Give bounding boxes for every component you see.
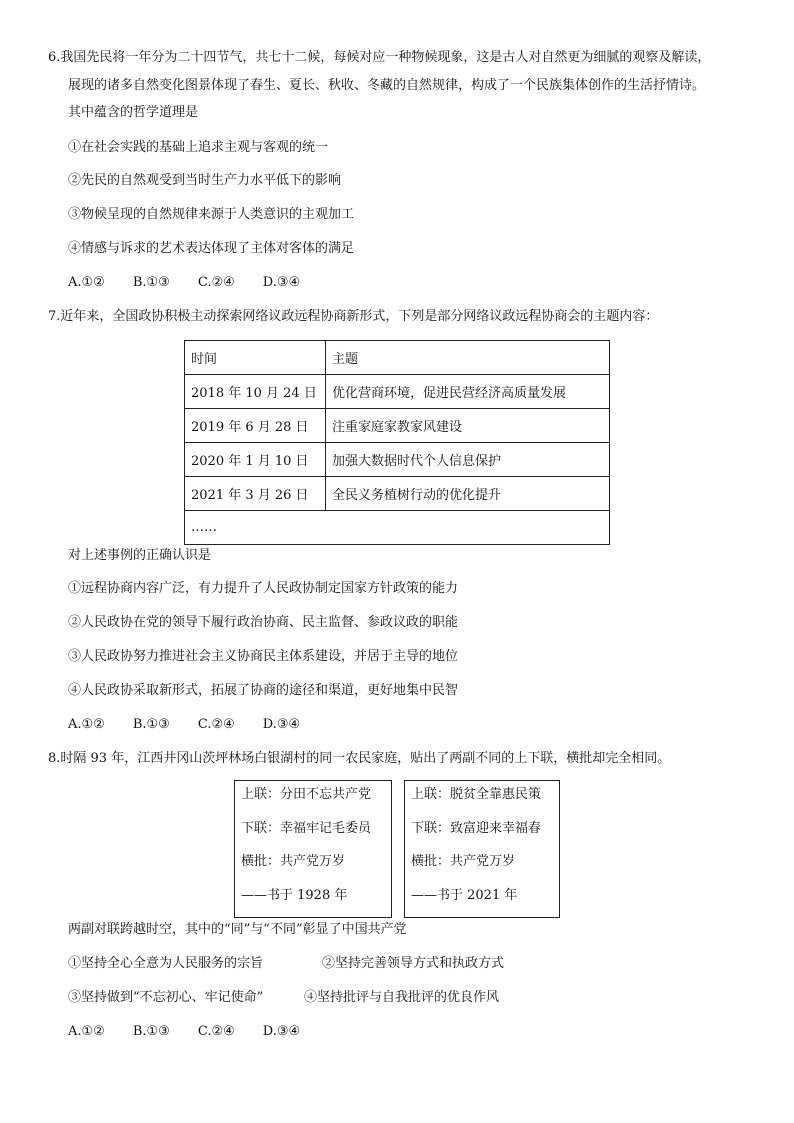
q8-item-1: ①坚持全心全意为人民服务的宗旨 bbox=[68, 956, 264, 971]
q8-choice-d[interactable]: D.③④ bbox=[262, 1024, 301, 1039]
couplet-2021-horizontal: 横批：共产党万岁 bbox=[411, 854, 516, 869]
q6-choice-a[interactable]: A.①② bbox=[68, 275, 105, 290]
couplet-1928-date: ——书于 1928 年 bbox=[241, 888, 348, 903]
q8-choice-c[interactable]: C.②④ bbox=[197, 1024, 235, 1039]
q8-stem: 8.时隔 93 年，江西井冈山茨坪林场白银湖村的同一农民家庭，贴出了两副不同的上下联，横批却完全相同。 bbox=[48, 751, 671, 766]
table-cell-topic: 全民义务植树行动的优化提升 bbox=[326, 477, 610, 511]
q7-prompt: 对上述事例的正确认识是 bbox=[68, 548, 212, 563]
couplet-1928 bbox=[234, 780, 392, 918]
q6-choice-d[interactable]: D.③④ bbox=[262, 275, 301, 290]
q7-choice-c[interactable]: C.②④ bbox=[197, 717, 235, 732]
table-cell-topic: 注重家庭家教家风建设 bbox=[326, 409, 610, 443]
couplet-2021-upper: 上联：脱贫全靠惠民策 bbox=[411, 787, 542, 802]
couplet-1928-horizontal: 横批：共产党万岁 bbox=[241, 854, 346, 869]
couplet-2021-date: ——书于 2021 年 bbox=[411, 888, 518, 903]
couplet-1928-upper: 上联：分田不忘共产党 bbox=[241, 787, 372, 802]
q7-item-3: ③人民政协努力推进社会主义协商民主体系建设，并居于主导的地位 bbox=[68, 649, 459, 664]
q8-item-3: ③坚持做到“不忘初心、牢记使命” bbox=[68, 990, 264, 1005]
table-row bbox=[185, 375, 610, 409]
q7-item-1: ①远程协商内容广泛，有力提升了人民政协制定国家方针政策的能力 bbox=[68, 581, 459, 596]
table-cell-date: 2018 年 10 月 24 日 bbox=[185, 375, 326, 409]
table-row bbox=[185, 443, 610, 477]
q7-choices bbox=[68, 716, 328, 734]
q6-choices bbox=[68, 274, 328, 292]
table-row bbox=[185, 409, 610, 443]
table-cell-topic: 加强大数据时代个人信息保护 bbox=[326, 443, 610, 477]
table-cell-date: 2019 年 6 月 28 日 bbox=[185, 409, 326, 443]
q6-stem-line-3: 其中蕴含的哲学道理是 bbox=[68, 105, 199, 120]
q6-choice-c[interactable]: C.②④ bbox=[197, 275, 235, 290]
table-cell-date: 2021 年 3 月 26 日 bbox=[185, 477, 326, 511]
q6-item-4: ④情感与诉求的艺术表达体现了主体对客体的满足 bbox=[68, 241, 355, 256]
q6-item-2: ②先民的自然观受到当时生产力水平低下的影响 bbox=[68, 173, 342, 188]
q8-choice-b[interactable]: B.①③ bbox=[132, 1024, 170, 1039]
q7-choice-d[interactable]: D.③④ bbox=[262, 717, 301, 732]
q6-stem-line-1: 6.我国先民将一年分为二十四节气，共七十二候，每候对应一种物候现象，这是古人对自然更为细腻的观察及解读， bbox=[48, 50, 711, 65]
table-header-topic: 主题 bbox=[326, 341, 610, 375]
table-row-ellipsis bbox=[185, 511, 610, 545]
couplet-1928-lower: 下联：幸福牢记毛委员 bbox=[241, 821, 372, 836]
table-header-row bbox=[185, 341, 610, 375]
q8-item-2: ②坚持完善领导方式和执政方式 bbox=[322, 956, 505, 971]
q6-stem-line-2: 展现的诸多自然变化图景体现了春生、夏长、秋收、冬藏的自然规律，构成了一个民族集体创作的生活抒情诗。 bbox=[68, 78, 706, 93]
q7-stem: 7.近年来，全国政协积极主动探索网络议政远程协商新形式，下列是部分网络议政远程协商会的主题内容： bbox=[48, 309, 659, 324]
q6-choice-b[interactable]: B.①③ bbox=[132, 275, 170, 290]
table-cell-date: 2020 年 1 月 10 日 bbox=[185, 443, 326, 477]
q8-item-4: ④坚持批评与自我批评的优良作风 bbox=[304, 990, 500, 1005]
table-ellipsis: …… bbox=[185, 511, 610, 545]
q7-item-2: ②人民政协在党的领导下履行政治协商、民主监督、参政议政的职能 bbox=[68, 615, 459, 630]
table-row bbox=[185, 477, 610, 511]
topics-table bbox=[184, 340, 610, 545]
q7-choice-a[interactable]: A.①② bbox=[68, 717, 105, 732]
q7-choice-b[interactable]: B.①③ bbox=[132, 717, 170, 732]
table-header-time: 时间 bbox=[185, 341, 326, 375]
q8-choices bbox=[68, 1023, 328, 1041]
q6-item-3: ③物候呈现的自然规律来源于人类意识的主观加工 bbox=[68, 207, 355, 222]
q6-item-1: ①在社会实践的基础上追求主观与客观的统一 bbox=[68, 140, 329, 155]
couplet-2021-lower: 下联：致富迎来幸福春 bbox=[411, 821, 542, 836]
q8-choice-a[interactable]: A.①② bbox=[68, 1024, 105, 1039]
couplet-2021 bbox=[404, 780, 560, 918]
q7-item-4: ④人民政协采取新形式，拓展了协商的途径和渠道，更好地集中民智 bbox=[68, 683, 459, 698]
q8-prompt: 两副对联跨越时空，其中的“同”与“不同”彰显了中国共产党 bbox=[68, 922, 407, 937]
table-cell-topic: 优化营商环境，促进民营经济高质量发展 bbox=[326, 375, 610, 409]
